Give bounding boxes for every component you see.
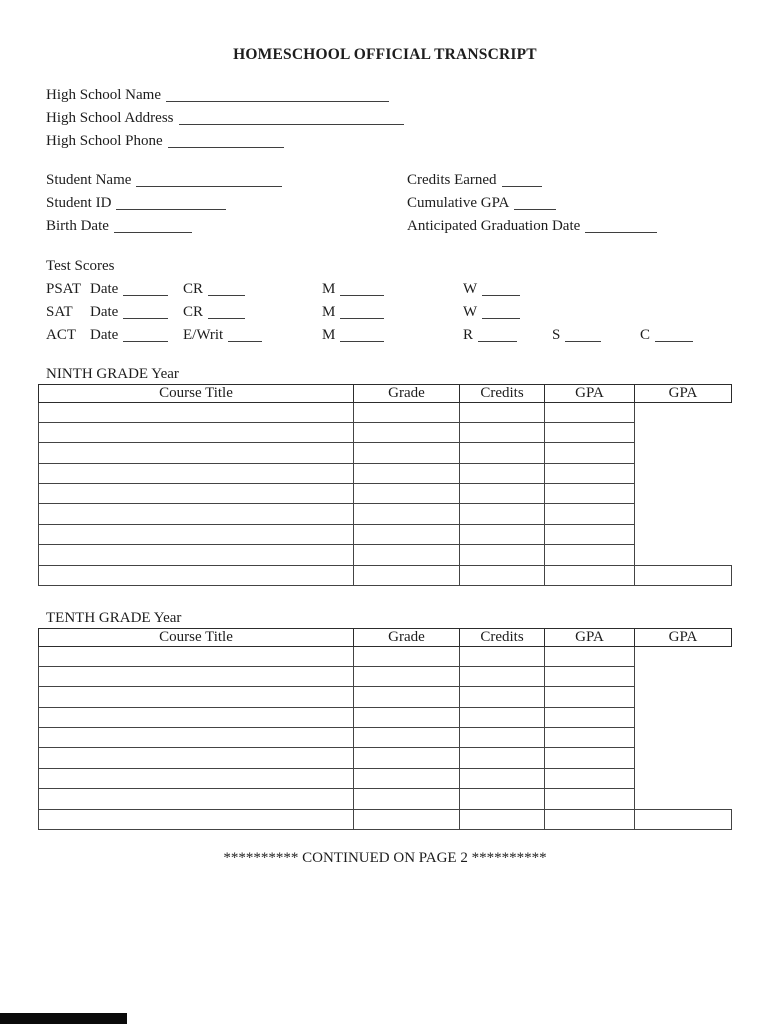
- act-date-label: Date: [90, 327, 119, 343]
- act-m-label: M: [322, 327, 336, 343]
- ninth-grade-table: [38, 384, 732, 587]
- grade-header: Grade: [354, 384, 460, 402]
- birth-date-field[interactable]: [114, 219, 192, 233]
- gpa2-header: GPA: [635, 628, 732, 646]
- grade-cell[interactable]: [354, 809, 460, 829]
- gpa2-open-area: [635, 707, 732, 727]
- gpa2-open-area: [635, 748, 732, 768]
- gpa2-open-area: [635, 484, 732, 504]
- grade-cell[interactable]: [354, 666, 460, 686]
- psat-w-label: W: [463, 281, 478, 297]
- gpa-cell[interactable]: [545, 728, 635, 748]
- credits-cell[interactable]: [460, 443, 545, 463]
- course-title-cell[interactable]: [39, 545, 354, 565]
- table-total-row: [39, 809, 732, 829]
- act-m-field[interactable]: [340, 328, 384, 342]
- act-s-label: S: [552, 327, 561, 343]
- grade-cell[interactable]: [354, 565, 460, 585]
- sat-date-field[interactable]: [123, 305, 168, 319]
- high-school-phone-label: High School Phone: [46, 133, 163, 149]
- gpa-header: GPA: [545, 384, 635, 402]
- credits-cell[interactable]: [460, 524, 545, 544]
- course-title-cell[interactable]: [39, 687, 354, 707]
- sat-m-field[interactable]: [340, 305, 384, 319]
- gpa-cell[interactable]: [545, 565, 635, 585]
- psat-row: [46, 278, 746, 301]
- table-row: [39, 748, 732, 768]
- psat-cr-field[interactable]: [208, 282, 245, 296]
- credits-earned-label: Credits Earned: [407, 172, 497, 188]
- psat-m-field[interactable]: [340, 282, 384, 296]
- test-scores-section: [46, 255, 746, 347]
- gpa-cell[interactable]: [545, 443, 635, 463]
- course-title-cell[interactable]: [39, 789, 354, 809]
- grade-cell[interactable]: [354, 545, 460, 565]
- gpa2-open-area: [635, 422, 732, 442]
- student-id-row: [46, 192, 746, 215]
- psat-date-field[interactable]: [123, 282, 168, 296]
- grade-cell[interactable]: [354, 728, 460, 748]
- high-school-address-field[interactable]: [179, 111, 404, 125]
- gpa-cell[interactable]: [545, 789, 635, 809]
- grade-cell[interactable]: [354, 646, 460, 666]
- psat-label: PSAT: [46, 281, 82, 297]
- cumulative-gpa-label: Cumulative GPA: [407, 195, 510, 211]
- gpa2-open-area: [635, 524, 732, 544]
- ninth-grade-header-row: [39, 384, 732, 402]
- gpa2-open-area: [635, 666, 732, 686]
- grade-cell[interactable]: [354, 748, 460, 768]
- course-title-cell[interactable]: [39, 565, 354, 585]
- table-row: [39, 728, 732, 748]
- gpa-cell[interactable]: [545, 768, 635, 788]
- tenth-grade-heading: TENTH GRADE Year: [46, 610, 182, 626]
- act-ewrit-label: E/Writ: [183, 327, 224, 343]
- table-row: [39, 768, 732, 788]
- grade-cell[interactable]: [354, 422, 460, 442]
- gpa-cell[interactable]: [545, 545, 635, 565]
- gpa2-open-area: [635, 545, 732, 565]
- table-row: [39, 484, 732, 504]
- student-id-label: Student ID: [46, 195, 112, 211]
- grade-cell[interactable]: [354, 402, 460, 422]
- high-school-name-label: High School Name: [46, 87, 161, 103]
- birth-date-label: Birth Date: [46, 218, 109, 234]
- course-title-cell[interactable]: [39, 646, 354, 666]
- credits-cell[interactable]: [460, 402, 545, 422]
- grade-cell[interactable]: [354, 443, 460, 463]
- gpa2-header: GPA: [635, 384, 732, 402]
- gpa-cell[interactable]: [545, 809, 635, 829]
- psat-w-field[interactable]: [482, 282, 520, 296]
- credits-cell[interactable]: [460, 687, 545, 707]
- gpa2-open-area: [635, 728, 732, 748]
- act-date-field[interactable]: [123, 328, 168, 342]
- grade-header: Grade: [354, 628, 460, 646]
- student-name-row: [46, 169, 746, 192]
- grade-cell[interactable]: [354, 707, 460, 727]
- gpa-cell[interactable]: [545, 422, 635, 442]
- psat-date-label: Date: [90, 281, 119, 297]
- credits-cell[interactable]: [460, 666, 545, 686]
- psat-cr-label: CR: [183, 281, 204, 297]
- grade-cell[interactable]: [354, 768, 460, 788]
- tenth-grade-section: [38, 610, 731, 830]
- credits-cell[interactable]: [460, 728, 545, 748]
- grade-cell[interactable]: [354, 789, 460, 809]
- high-school-name-row: [46, 84, 404, 107]
- gpa-cell[interactable]: [545, 646, 635, 666]
- psat-m-label: M: [322, 281, 336, 297]
- gpa2-open-area: [635, 646, 732, 666]
- grade-cell[interactable]: [354, 484, 460, 504]
- gpa-cell[interactable]: [545, 687, 635, 707]
- gpa2-open-area: [635, 768, 732, 788]
- course-title-header: Course Title: [39, 384, 354, 402]
- credits-header: Credits: [460, 628, 545, 646]
- graduation-date-field[interactable]: [585, 219, 657, 233]
- ninth-grade-section: [38, 366, 731, 586]
- table-row: [39, 789, 732, 809]
- high-school-phone-row: [46, 130, 404, 153]
- ninth-grade-heading: NINTH GRADE Year: [46, 366, 179, 382]
- credits-cell[interactable]: [460, 646, 545, 666]
- gpa2-open-area: [635, 443, 732, 463]
- table-row: [39, 402, 732, 422]
- grade-cell[interactable]: [354, 687, 460, 707]
- gpa-cell[interactable]: [545, 524, 635, 544]
- graduation-date-label: Anticipated Graduation Date: [407, 218, 581, 234]
- credits-cell[interactable]: [460, 422, 545, 442]
- gpa2-open-area: [635, 789, 732, 809]
- credits-cell[interactable]: [460, 707, 545, 727]
- student-name-field[interactable]: [136, 173, 282, 187]
- course-title-cell[interactable]: [39, 524, 354, 544]
- student-info-section: [46, 169, 746, 238]
- grade-cell[interactable]: [354, 504, 460, 524]
- table-row: [39, 666, 732, 686]
- course-title-cell[interactable]: [39, 728, 354, 748]
- gpa-cell[interactable]: [545, 402, 635, 422]
- sat-w-label: W: [463, 304, 478, 320]
- gpa2-open-area: [635, 504, 732, 524]
- table-row: [39, 422, 732, 442]
- high-school-name-field[interactable]: [166, 88, 389, 102]
- sat-date-label: Date: [90, 304, 119, 320]
- sat-w-field[interactable]: [482, 305, 520, 319]
- table-row: [39, 646, 732, 666]
- high-school-address-label: High School Address: [46, 110, 174, 126]
- cumulative-gpa-field[interactable]: [514, 196, 556, 210]
- student-name-label: Student Name: [46, 172, 132, 188]
- course-title-cell[interactable]: [39, 504, 354, 524]
- course-title-cell[interactable]: [39, 402, 354, 422]
- table-row: [39, 707, 732, 727]
- gpa-cell[interactable]: [545, 463, 635, 483]
- gpa2-open-area: [635, 687, 732, 707]
- credits-header: Credits: [460, 384, 545, 402]
- sat-cr-field[interactable]: [208, 305, 245, 319]
- test-scores-heading: Test Scores: [46, 258, 115, 274]
- course-title-cell[interactable]: [39, 443, 354, 463]
- table-row: [39, 504, 732, 524]
- course-title-cell[interactable]: [39, 422, 354, 442]
- course-title-cell[interactable]: [39, 809, 354, 829]
- credits-cell[interactable]: [460, 768, 545, 788]
- act-row: [46, 324, 746, 347]
- gpa2-open-area: [635, 463, 732, 483]
- gpa2-open-area: [635, 402, 732, 422]
- page-title: HOMESCHOOL OFFICIAL TRANSCRIPT: [233, 46, 537, 63]
- course-title-header: Course Title: [39, 628, 354, 646]
- gpa-cell[interactable]: [545, 748, 635, 768]
- table-total-row: [39, 565, 732, 585]
- school-info-section: [46, 84, 404, 153]
- gpa2-total-cell[interactable]: [635, 565, 732, 585]
- act-r-label: R: [463, 327, 474, 343]
- course-title-cell[interactable]: [39, 707, 354, 727]
- act-s-field[interactable]: [565, 328, 601, 342]
- high-school-phone-field[interactable]: [168, 134, 284, 148]
- continued-note: ********** CONTINUED ON PAGE 2 **********: [223, 850, 547, 866]
- gpa-cell[interactable]: [545, 707, 635, 727]
- course-title-cell[interactable]: [39, 666, 354, 686]
- act-ewrit-field[interactable]: [228, 328, 262, 342]
- course-title-cell[interactable]: [39, 484, 354, 504]
- course-title-cell[interactable]: [39, 463, 354, 483]
- act-label: ACT: [46, 327, 76, 343]
- sat-cr-label: CR: [183, 304, 204, 320]
- credits-earned-field[interactable]: [502, 173, 542, 187]
- gpa-cell[interactable]: [545, 484, 635, 504]
- credits-cell[interactable]: [460, 545, 545, 565]
- gpa-header: GPA: [545, 628, 635, 646]
- table-row: [39, 545, 732, 565]
- table-row: [39, 463, 732, 483]
- sat-label: SAT: [46, 304, 73, 320]
- act-r-field[interactable]: [478, 328, 517, 342]
- page-scan-artifact: [0, 1013, 127, 1024]
- credits-cell[interactable]: [460, 748, 545, 768]
- tenth-grade-table: [38, 628, 732, 831]
- student-id-field[interactable]: [116, 196, 226, 210]
- gpa2-total-cell[interactable]: [635, 809, 732, 829]
- course-title-cell[interactable]: [39, 768, 354, 788]
- sat-m-label: M: [322, 304, 336, 320]
- table-row: [39, 443, 732, 463]
- act-c-label: C: [640, 327, 651, 343]
- table-row: [39, 687, 732, 707]
- gpa-cell[interactable]: [545, 666, 635, 686]
- credits-cell[interactable]: [460, 484, 545, 504]
- gpa-cell[interactable]: [545, 504, 635, 524]
- high-school-address-row: [46, 107, 404, 130]
- act-c-field[interactable]: [655, 328, 693, 342]
- credits-cell[interactable]: [460, 463, 545, 483]
- credits-cell[interactable]: [460, 565, 545, 585]
- course-title-cell[interactable]: [39, 748, 354, 768]
- tenth-grade-header-row: [39, 628, 732, 646]
- grade-cell[interactable]: [354, 524, 460, 544]
- grade-cell[interactable]: [354, 463, 460, 483]
- credits-cell[interactable]: [460, 504, 545, 524]
- birth-date-row: [46, 215, 746, 238]
- credits-cell[interactable]: [460, 809, 545, 829]
- credits-cell[interactable]: [460, 789, 545, 809]
- table-row: [39, 524, 732, 544]
- sat-row: [46, 301, 746, 324]
